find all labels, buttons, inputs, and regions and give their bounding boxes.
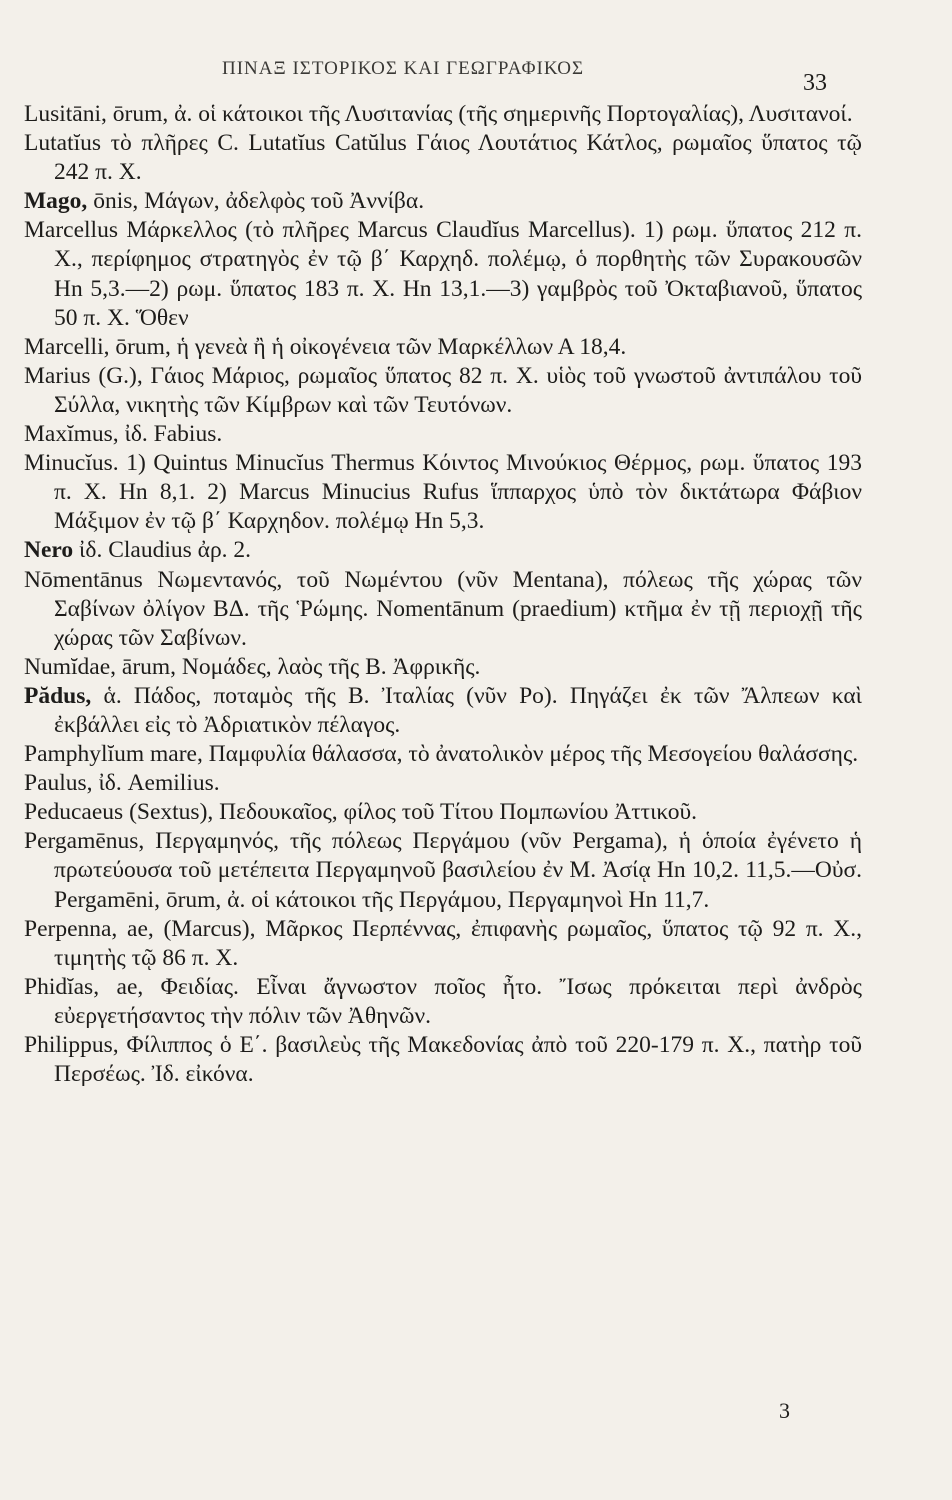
index-entry bbox=[24, 100, 862, 129]
entry-lemma: Marius bbox=[24, 362, 91, 389]
entry-lemma: Pamphylĭum bbox=[24, 741, 145, 768]
entry-lemma: Marcellus bbox=[24, 217, 118, 244]
entry-lemma: Nero bbox=[24, 537, 74, 564]
page-header bbox=[0, 56, 952, 96]
entry-text: τὸ πλῆρες C. Lutatĭus Catŭlus Γάιος Λουτάτιος Κάτλος, ρωμαῖος ὕπατος τῷ 242 π. Χ. bbox=[54, 130, 862, 186]
index-entry bbox=[24, 420, 862, 449]
index-entry bbox=[24, 682, 862, 740]
entry-text: (Sextus), Πεδουκαῖος, φίλος τοῦ Τίτου Πομπωνίου Ἀττικοῦ. bbox=[123, 799, 698, 826]
page-number: 33 bbox=[803, 70, 827, 96]
entry-lemma: Pergamēnus, bbox=[24, 828, 145, 855]
entry-text: Μάρκελλος (τὸ πλῆρες Marcus Claudĭus Marcellus). 1) ρωμ. ὕπατος 212 π. Χ., περίφημος στρατηγὸς ἐν τῷ β΄ Καρχηδ. πολέμῳ, ὁ πορθητὴς τῶν Συρακουσῶν Ηn 5,3.—2) ρωμ. ὕπατος 183 π. Χ. Ηn 13,1.—3) γαμβρὸς τοῦ Ὀκταβιανοῦ, ὕπατος 50 π. Χ. Ὅθεν bbox=[54, 217, 862, 331]
entry-text: ōrum, ἀ. οἱ κάτοικοι τῆς Λυσιτανίας (τῆς σημερινῆς Πορτογαλίας), Λυσιτανοί. bbox=[106, 101, 853, 127]
entry-lemma: Maxĭmus, bbox=[24, 421, 119, 448]
entry-text: 1) Quintus Minucĭus Thermus Κόιντος Μινούκιος Θέρμος, ρωμ. ὕπατος 193 π. Χ. Ηn 8,1. 2) Marcus Minucius Rufus ἵππαρχος ὑπὸ τὸν δικτάτωρα Φάβιον Μάξιμον ἐν τῷ β΄ Καρχηδον. πολέμῳ Ηn 5,3. bbox=[54, 450, 862, 535]
index-entry bbox=[24, 333, 862, 362]
entry-text: ἰδ. Aemilius. bbox=[92, 770, 220, 797]
entry-text: ἰδ. Fabius. bbox=[118, 421, 223, 448]
entry-lemma: Philippus, bbox=[24, 1032, 119, 1058]
entry-lemma: Numĭdae, bbox=[24, 653, 117, 680]
index-entry bbox=[24, 216, 862, 332]
entry-text: Νωμεντανός, τοῦ Νωμέντου (νῦν Mentana), πόλεως τῆς χώρας τῶν Σαβίνων ὀλίγον ΒΔ. τῆς Ῥώμης. Nomentānum (praedium) κτῆμα ἐν τῇ περιοχῇ τῆς χώρας τῶν Σαβίνων. bbox=[54, 566, 862, 651]
index-entry bbox=[24, 566, 862, 653]
entry-lemma: Marcelli, bbox=[24, 333, 110, 360]
entry-lemma: Phidĭas, bbox=[24, 973, 100, 1000]
index-entry bbox=[24, 1031, 862, 1089]
index-entry bbox=[24, 740, 862, 769]
entry-lemma: Mago, bbox=[24, 188, 88, 215]
index-entry bbox=[24, 449, 862, 536]
entry-text: ae, (Marcus), Μᾶρκος Περπέννας, ἐπιφανὴς ρωμαῖος, ὕπατος τῷ 92 π. Χ., τιμητὴς τῷ 86 π. Χ. bbox=[54, 915, 862, 971]
entry-text: ārum, Νομάδες, λαὸς τῆς Β. Ἀφρικῆς. bbox=[116, 653, 481, 680]
index-entry bbox=[24, 536, 862, 565]
entry-text: ἁ. Πάδος, ποταμὸς τῆς Β. Ἰταλίας (νῦν Po). Πηγάζει ἐκ τῶν Ἄλπεων καὶ ἐκβάλλει εἰς τὸ Ἀδριατικὸν πέλαγος. bbox=[54, 682, 862, 738]
entry-text: ἰδ. Claudius ἀρ. 2. bbox=[73, 537, 252, 564]
index-entry bbox=[24, 973, 862, 1031]
entry-lemma: Minucĭus. bbox=[24, 450, 119, 477]
entry-text: (G.), Γάιος Μάριος, ρωμαῖος ὕπατος 82 π. Χ. υἱὸς τοῦ γνωστοῦ ἀντιπάλου τοῦ Σύλλα, νικητὴς τῶν Κίμβρων καὶ τῶν Τευτόνων. bbox=[54, 362, 862, 418]
index-entry bbox=[24, 915, 862, 973]
index-entry bbox=[24, 798, 862, 827]
index-entry bbox=[24, 769, 862, 798]
entry-lemma: Paulus, bbox=[24, 770, 93, 797]
entry-text: Περγαμηνός, τῆς πόλεως Περγάμου (νῦν Pergama), ἡ ὁποία ἐγένετο ἡ πρωτεύουσα τοῦ μετέπειτα Περγαμηνοῦ βασιλείου ἐν Μ. Ἀσίᾳ Ηn 10,2. 11,5.—Οὐσ. Pergamēni, ōrum, ἀ. οἱ κάτοικοι τῆς Περγάμου, Περγαμηνοὶ Ηn 11,7. bbox=[54, 828, 862, 913]
index-entry bbox=[24, 362, 862, 420]
entry-lemma: Peducaeus bbox=[24, 799, 124, 826]
entry-lemma: Lusitāni, bbox=[24, 101, 107, 127]
entry-lemma: Lutatĭus bbox=[24, 130, 102, 157]
entry-text: ōnis, Μάγων, ἀδελφὸς τοῦ Ἀννίβα. bbox=[87, 188, 425, 215]
entry-text: ōrum, ἡ γενεὰ ἢ ἡ οἰκογένεια τῶν Μαρκέλλων Α 18,4. bbox=[109, 333, 627, 360]
running-title: ΠΙΝΑΞ ΙΣΤΟΡΙΚΟΣ ΚΑΙ ΓΕΩΓΡΑΦΙΚΟΣ bbox=[222, 58, 585, 79]
signature-mark: 3 bbox=[779, 1398, 790, 1423]
entry-lemma: Pădus, bbox=[24, 682, 92, 709]
index-entry bbox=[24, 653, 862, 682]
index-entry bbox=[24, 129, 862, 187]
index-entry bbox=[24, 187, 862, 216]
entry-lemma: Perpenna, bbox=[24, 915, 118, 942]
entry-lemma: Nōmentānus bbox=[24, 566, 143, 593]
index-entry bbox=[24, 827, 862, 914]
entry-text: Φίλιππος ὁ Ε΄. βασιλεὺς τῆς Μακεδονίας ἀπὸ τοῦ 220-179 π. Χ., πατὴρ τοῦ Περσέως. Ἰδ. εἰκόνα. bbox=[54, 1032, 862, 1088]
index-entries bbox=[24, 100, 862, 1089]
entry-text: ae, Φειδίας. Εἶναι ἄγνωστον ποῖος ἦτο. Ἴσως πρόκειται περὶ ἀνδρὸς εὐεργετήσαντος τὴν πόλιν τῶν Ἀθηνῶν. bbox=[54, 973, 862, 1029]
entry-text: mare, Παμφυλία θάλασσα, τὸ ἀνατολικὸν μέρος τῆς Μεσογείου θαλάσσης. bbox=[144, 741, 859, 768]
